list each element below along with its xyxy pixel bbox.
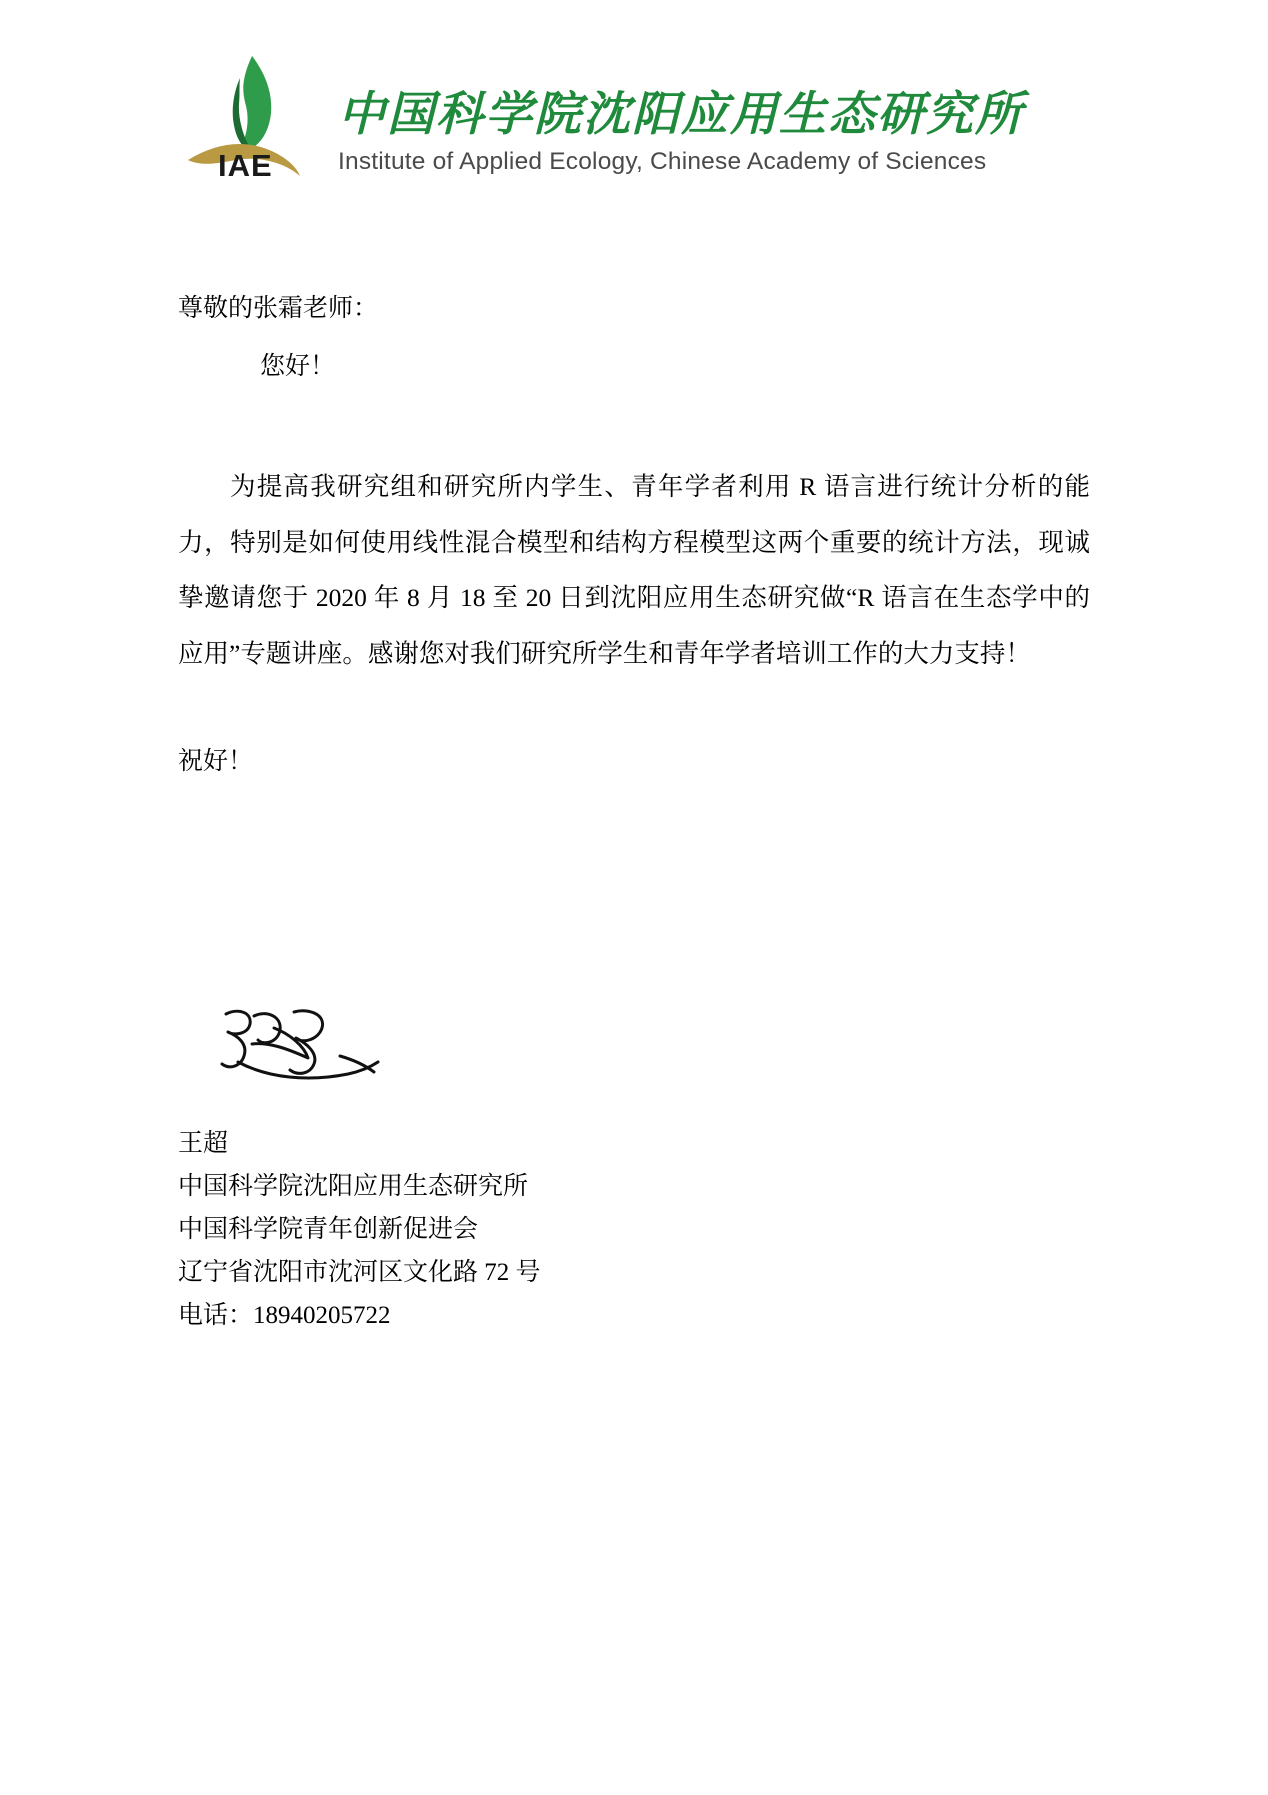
handwritten-signature-icon [208, 1000, 438, 1100]
signer-phone: 电话：18940205722 [178, 1302, 391, 1329]
signer-affiliation-2: 中国科学院青年创新促进会 [178, 1216, 479, 1243]
letter-body [178, 290, 1090, 781]
letter-paragraph: 为提高我研究组和研究所内学生、青年学者利用 R 语言进行统计分析的能力，特别是如何使用线性混合模型和结构方程模型这两个重要的统计方法，现诚挚邀请您于 2020 年 8 月 18 至 20 日到沈阳应用生态研究做“R 语言在生态学中的应用”专题讲座。感谢您对我们研究所学生和青年学者培训工作的大力支持！ [178, 472, 1090, 668]
letterhead-text [338, 87, 1118, 176]
salutation: 尊敬的张霜老师： [178, 295, 379, 322]
signer-name: 王超 [178, 1130, 229, 1157]
logo-acronym: IAE [218, 148, 273, 183]
greeting: 您好！ [260, 352, 336, 380]
institute-name-cn: 中国科学院沈阳应用生态研究所 [338, 87, 1024, 142]
letterhead [180, 48, 1120, 193]
signer-affiliation-1: 中国科学院沈阳应用生态研究所 [178, 1173, 529, 1200]
signature-block [178, 1000, 878, 1337]
institute-name-en: Institute of Applied Ecology, Chinese Academy of Sciences [338, 147, 987, 175]
closing: 祝好！ [178, 748, 254, 776]
signer-address: 辽宁省沈阳市沈河区文化路 72 号 [178, 1259, 541, 1286]
signature-details [178, 1122, 878, 1337]
